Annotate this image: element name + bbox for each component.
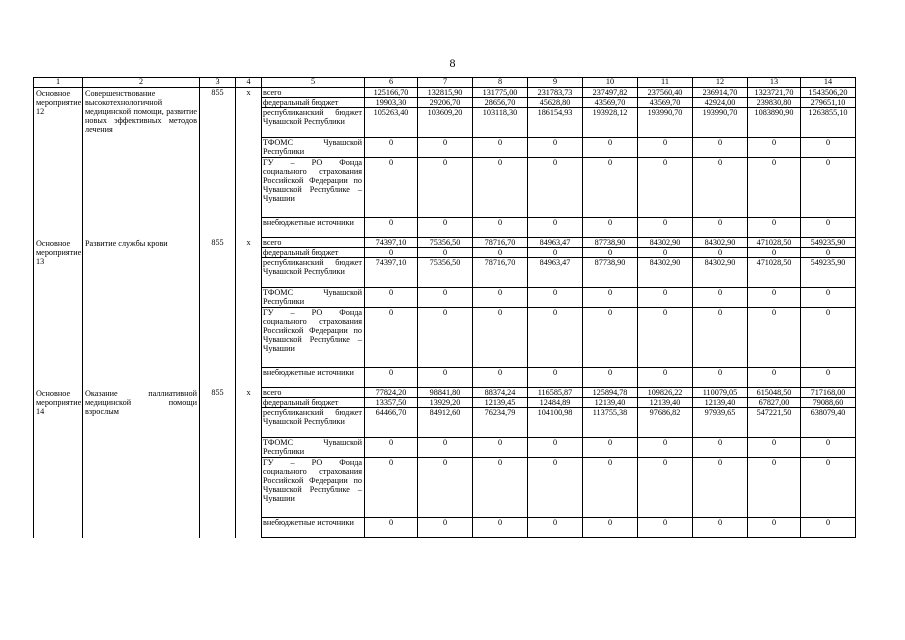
- value-cell: 42924,00: [693, 98, 748, 108]
- funding-source-cell: всего: [262, 88, 365, 98]
- value-cell: 12139,40: [638, 398, 693, 408]
- measure-cell: Основное мероприятие 14: [34, 388, 83, 538]
- value-cell: 84912,60: [418, 408, 473, 438]
- funding-source-cell: всего: [262, 388, 365, 398]
- funding-source-cell: внебюджетные источники: [262, 368, 365, 388]
- column-header: 2: [83, 78, 200, 88]
- measure-name-cell: Оказание паллиативной медицинской помощи взрослым: [83, 388, 200, 538]
- value-cell: 0: [583, 158, 638, 218]
- value-cell: 13929,20: [418, 398, 473, 408]
- column-header: 9: [528, 78, 583, 88]
- value-cell: 0: [801, 368, 856, 388]
- value-cell: 0: [693, 438, 748, 458]
- column-header: 6: [365, 78, 418, 88]
- value-cell: 103609,20: [418, 108, 473, 138]
- value-cell: 0: [693, 368, 748, 388]
- value-cell: 125166,70: [365, 88, 418, 98]
- marker-cell: x: [236, 238, 262, 388]
- value-cell: 0: [528, 288, 583, 308]
- value-cell: 0: [638, 158, 693, 218]
- page-number: 8: [449, 56, 456, 70]
- funding-source-cell: ГУ – РО Фонда социального страхования Российской Федерации по Чувашской Республике – Чувашии: [262, 458, 365, 518]
- value-cell: 0: [638, 518, 693, 538]
- value-cell: 12139,45: [473, 398, 528, 408]
- value-cell: 0: [583, 288, 638, 308]
- value-cell: 0: [473, 518, 528, 538]
- value-cell: 0: [418, 218, 473, 238]
- value-cell: 0: [748, 458, 801, 518]
- value-cell: 0: [801, 138, 856, 158]
- value-cell: 87738,90: [583, 238, 638, 248]
- value-cell: 13357,50: [365, 398, 418, 408]
- value-cell: 0: [583, 138, 638, 158]
- value-cell: 0: [638, 138, 693, 158]
- value-cell: 0: [638, 288, 693, 308]
- column-header: 14: [801, 78, 856, 88]
- column-header: 10: [583, 78, 638, 88]
- value-cell: 0: [583, 458, 638, 518]
- measure-name-cell: Развитие службы крови: [83, 238, 200, 388]
- value-cell: 0: [473, 248, 528, 258]
- value-cell: 0: [748, 518, 801, 538]
- budget-code-cell: 855: [200, 88, 236, 238]
- value-cell: 0: [801, 158, 856, 218]
- value-cell: 0: [801, 308, 856, 368]
- value-cell: 0: [473, 308, 528, 368]
- value-cell: 0: [583, 438, 638, 458]
- value-cell: 0: [693, 138, 748, 158]
- value-cell: 105263,40: [365, 108, 418, 138]
- value-cell: 0: [748, 288, 801, 308]
- value-cell: 549235,90: [801, 258, 856, 288]
- funding-source-cell: республиканский бюджет Чувашской Республики: [262, 108, 365, 138]
- value-cell: 0: [473, 438, 528, 458]
- value-cell: 84302,90: [638, 238, 693, 248]
- column-header: 8: [473, 78, 528, 88]
- column-header: 7: [418, 78, 473, 88]
- column-header: 12: [693, 78, 748, 88]
- value-cell: 97686,82: [638, 408, 693, 438]
- value-cell: 1323721,70: [748, 88, 801, 98]
- value-cell: 279651,10: [801, 98, 856, 108]
- table-body: [34, 88, 856, 538]
- value-cell: 84302,90: [693, 258, 748, 288]
- value-cell: 116585,87: [528, 388, 583, 398]
- value-cell: 549235,90: [801, 238, 856, 248]
- value-cell: 0: [801, 218, 856, 238]
- budget-code-cell: 855: [200, 238, 236, 388]
- value-cell: 547221,50: [748, 408, 801, 438]
- value-cell: 0: [473, 138, 528, 158]
- value-cell: 78716,70: [473, 238, 528, 248]
- value-cell: 28656,70: [473, 98, 528, 108]
- measure-cell: Основное мероприятие 13: [34, 238, 83, 388]
- value-cell: 0: [418, 458, 473, 518]
- value-cell: 0: [528, 218, 583, 238]
- value-cell: 1083890,90: [748, 108, 801, 138]
- value-cell: 104100,98: [528, 408, 583, 438]
- funding-source-cell: федеральный бюджет: [262, 248, 365, 258]
- value-cell: 125894,78: [583, 388, 638, 398]
- marker-cell: x: [236, 88, 262, 238]
- value-cell: 0: [418, 438, 473, 458]
- value-cell: 0: [365, 308, 418, 368]
- value-cell: 236914,70: [693, 88, 748, 98]
- value-cell: 0: [748, 308, 801, 368]
- value-cell: 0: [693, 518, 748, 538]
- value-cell: 0: [528, 138, 583, 158]
- funding-source-cell: ГУ – РО Фонда социального страхования Российской Федерации по Чувашской Республике – Чувашии: [262, 158, 365, 218]
- value-cell: 0: [528, 248, 583, 258]
- marker-cell: x: [236, 388, 262, 538]
- value-cell: 0: [418, 518, 473, 538]
- value-cell: 110079,05: [693, 388, 748, 398]
- value-cell: 0: [528, 368, 583, 388]
- value-cell: 0: [638, 438, 693, 458]
- value-cell: 0: [418, 158, 473, 218]
- funding-source-cell: ГУ – РО Фонда социального страхования Российской Федерации по Чувашской Республике – Чувашии: [262, 308, 365, 368]
- value-cell: 84963,47: [528, 258, 583, 288]
- funding-source-cell: ТФОМС Чувашской Республики: [262, 288, 365, 308]
- value-cell: 0: [801, 248, 856, 258]
- value-cell: 0: [365, 458, 418, 518]
- value-cell: 88374,24: [473, 388, 528, 398]
- value-cell: 84302,90: [693, 238, 748, 248]
- value-cell: 0: [365, 138, 418, 158]
- funding-source-cell: всего: [262, 238, 365, 248]
- value-cell: 84963,47: [528, 238, 583, 248]
- value-cell: 0: [583, 218, 638, 238]
- value-cell: 19903,30: [365, 98, 418, 108]
- funding-source-cell: ТФОМС Чувашской Республики: [262, 138, 365, 158]
- value-cell: 717168,00: [801, 388, 856, 398]
- value-cell: 0: [418, 248, 473, 258]
- value-cell: 0: [365, 218, 418, 238]
- value-cell: 0: [365, 438, 418, 458]
- value-cell: 74397,10: [365, 258, 418, 288]
- value-cell: 237497,82: [583, 88, 638, 98]
- measure-cell: Основное мероприятие 12: [34, 88, 83, 238]
- value-cell: 0: [365, 248, 418, 258]
- column-header: 4: [236, 78, 262, 88]
- value-cell: 186154,93: [528, 108, 583, 138]
- value-cell: 98841,80: [418, 388, 473, 398]
- funding-source-cell: внебюджетные источники: [262, 518, 365, 538]
- value-cell: 0: [801, 518, 856, 538]
- funding-source-cell: ТФОМС Чувашской Республики: [262, 438, 365, 458]
- value-cell: 109826,22: [638, 388, 693, 398]
- value-cell: 12484,89: [528, 398, 583, 408]
- value-cell: 0: [748, 158, 801, 218]
- value-cell: 79088,60: [801, 398, 856, 408]
- value-cell: 0: [418, 288, 473, 308]
- value-cell: 0: [693, 458, 748, 518]
- value-cell: 78716,70: [473, 258, 528, 288]
- value-cell: 0: [693, 158, 748, 218]
- value-cell: 77824,20: [365, 388, 418, 398]
- table-row: [34, 388, 856, 398]
- value-cell: 43569,70: [583, 98, 638, 108]
- value-cell: 0: [748, 218, 801, 238]
- value-cell: 0: [473, 218, 528, 238]
- value-cell: 0: [528, 308, 583, 368]
- value-cell: 0: [418, 138, 473, 158]
- value-cell: 131775,00: [473, 88, 528, 98]
- funding-table: [33, 77, 856, 538]
- value-cell: 0: [638, 218, 693, 238]
- value-cell: 0: [365, 158, 418, 218]
- table-row: [34, 238, 856, 248]
- value-cell: 103118,30: [473, 108, 528, 138]
- value-cell: 0: [693, 288, 748, 308]
- value-cell: 471028,50: [748, 258, 801, 288]
- value-cell: 0: [638, 248, 693, 258]
- value-cell: 0: [418, 368, 473, 388]
- funding-source-cell: федеральный бюджет: [262, 98, 365, 108]
- value-cell: 1543506,20: [801, 88, 856, 98]
- column-header: 3: [200, 78, 236, 88]
- value-cell: 0: [528, 438, 583, 458]
- value-cell: 0: [418, 308, 473, 368]
- funding-source-cell: республиканский бюджет Чувашской Республики: [262, 258, 365, 288]
- value-cell: 0: [801, 458, 856, 518]
- value-cell: 12139,40: [693, 398, 748, 408]
- column-header: 11: [638, 78, 693, 88]
- value-cell: 0: [528, 158, 583, 218]
- value-cell: 0: [365, 368, 418, 388]
- value-cell: 0: [693, 218, 748, 238]
- table-row: [34, 88, 856, 98]
- value-cell: 615048,50: [748, 388, 801, 398]
- value-cell: 0: [473, 368, 528, 388]
- value-cell: 193928,12: [583, 108, 638, 138]
- column-number-row: [34, 78, 856, 88]
- value-cell: 0: [693, 248, 748, 258]
- value-cell: 0: [528, 518, 583, 538]
- value-cell: 471028,50: [748, 238, 801, 248]
- funding-source-cell: республиканский бюджет Чувашской Республики: [262, 408, 365, 438]
- funding-source-cell: федеральный бюджет: [262, 398, 365, 408]
- value-cell: 0: [638, 308, 693, 368]
- value-cell: 43569,70: [638, 98, 693, 108]
- value-cell: 0: [473, 288, 528, 308]
- value-cell: 0: [748, 138, 801, 158]
- value-cell: 76234,79: [473, 408, 528, 438]
- value-cell: 0: [801, 288, 856, 308]
- value-cell: 0: [693, 308, 748, 368]
- value-cell: 0: [528, 458, 583, 518]
- value-cell: 1263855,10: [801, 108, 856, 138]
- value-cell: 239830,80: [748, 98, 801, 108]
- funding-source-cell: внебюджетные источники: [262, 218, 365, 238]
- column-header: 1: [34, 78, 83, 88]
- value-cell: 0: [473, 458, 528, 518]
- value-cell: 87738,90: [583, 258, 638, 288]
- measure-name-cell: Совершенствование высокотехнологичной медицинской помощи, развитие новых эффективных методов лечения: [83, 88, 200, 238]
- value-cell: 12139,40: [583, 398, 638, 408]
- value-cell: 638079,40: [801, 408, 856, 438]
- value-cell: 0: [583, 368, 638, 388]
- column-header: 5: [262, 78, 365, 88]
- column-header: 13: [748, 78, 801, 88]
- value-cell: 97939,65: [693, 408, 748, 438]
- value-cell: 0: [583, 308, 638, 368]
- value-cell: 113755,38: [583, 408, 638, 438]
- value-cell: 0: [748, 438, 801, 458]
- value-cell: 0: [801, 438, 856, 458]
- value-cell: 0: [638, 368, 693, 388]
- value-cell: 0: [365, 288, 418, 308]
- value-cell: 0: [583, 518, 638, 538]
- value-cell: 193990,70: [638, 108, 693, 138]
- value-cell: 75356,50: [418, 258, 473, 288]
- value-cell: 132815,90: [418, 88, 473, 98]
- value-cell: 0: [748, 368, 801, 388]
- value-cell: 75356,50: [418, 238, 473, 248]
- value-cell: 237560,40: [638, 88, 693, 98]
- value-cell: 67827,00: [748, 398, 801, 408]
- budget-code-cell: 855: [200, 388, 236, 538]
- value-cell: 193990,70: [693, 108, 748, 138]
- value-cell: 45628,80: [528, 98, 583, 108]
- value-cell: 0: [638, 458, 693, 518]
- value-cell: 0: [473, 158, 528, 218]
- value-cell: 29206,70: [418, 98, 473, 108]
- value-cell: 64466,70: [365, 408, 418, 438]
- value-cell: 231783,73: [528, 88, 583, 98]
- value-cell: 84302,90: [638, 258, 693, 288]
- value-cell: 0: [748, 248, 801, 258]
- value-cell: 0: [365, 518, 418, 538]
- value-cell: 74397,10: [365, 238, 418, 248]
- value-cell: 0: [583, 248, 638, 258]
